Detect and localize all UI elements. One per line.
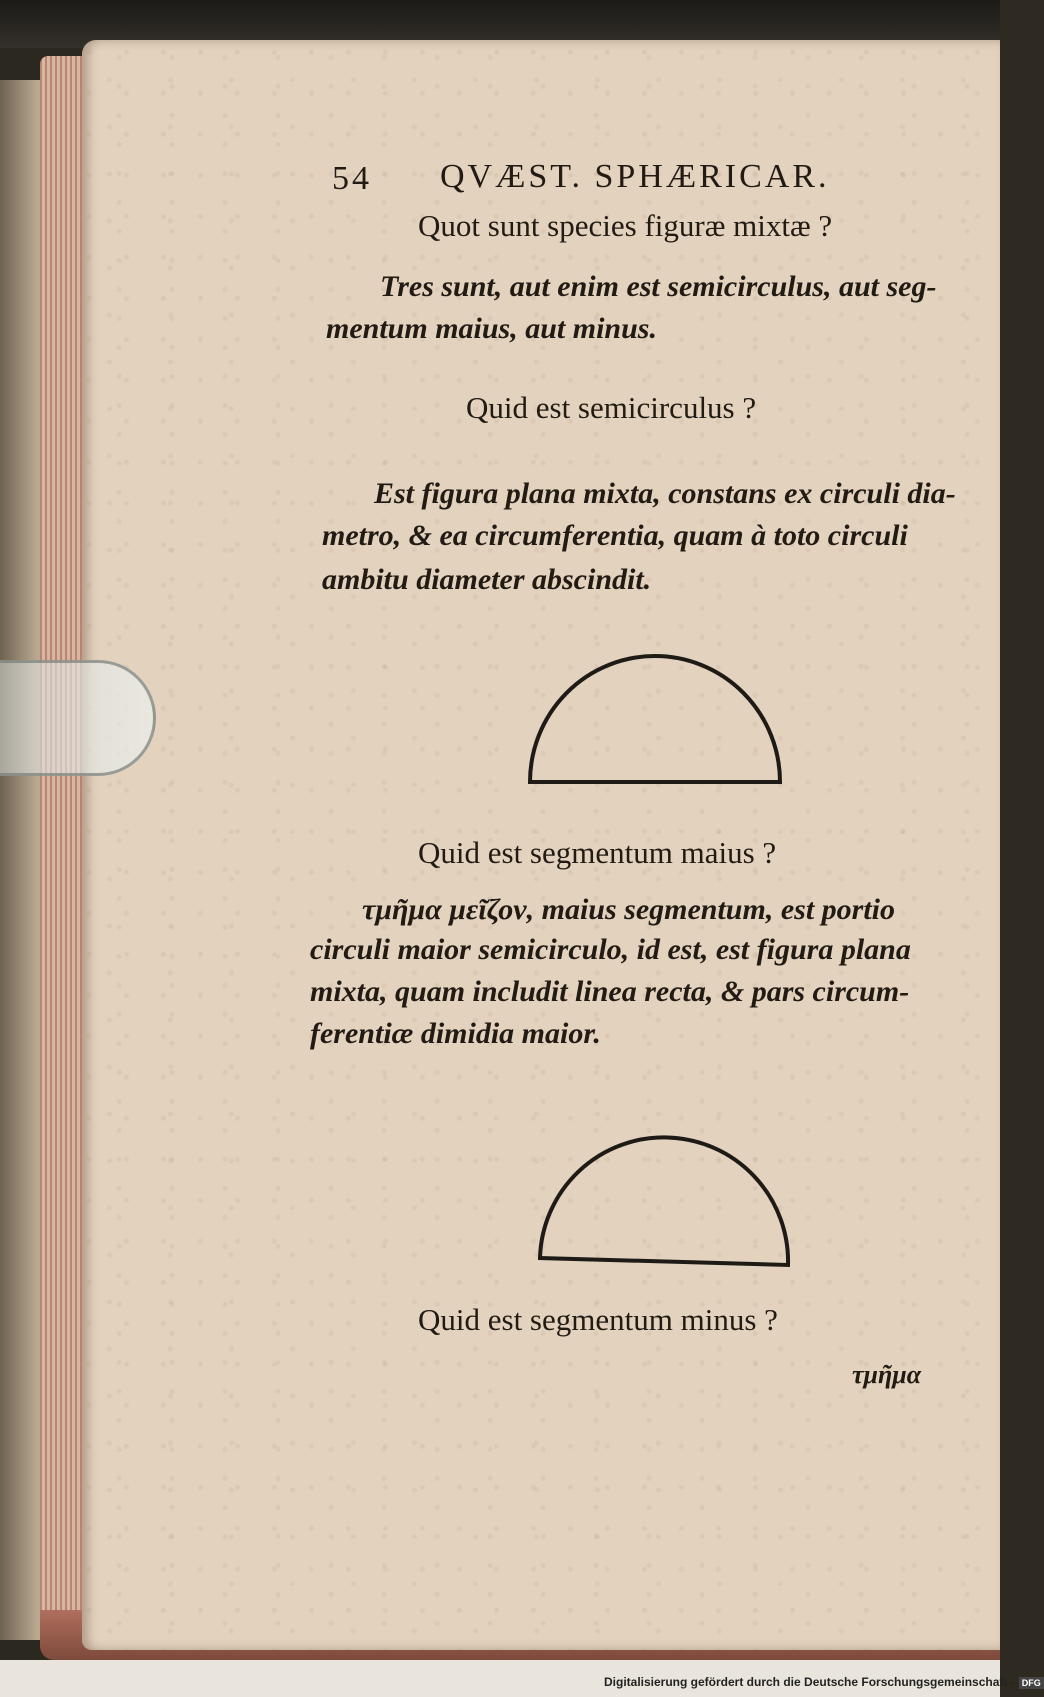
footer-credit-text: Digitalisierung gefördert durch die Deutsche Forschungsgemeinschaft -	[604, 1675, 1015, 1689]
answer-line: τμῆμα μεῖζον, maius segmentum, est portio	[362, 893, 895, 926]
question-major-segment: Quid est segmentum maius ?	[418, 835, 777, 870]
answer-line: ambitu diameter abscindit.	[322, 563, 652, 596]
major-segment-figure	[535, 1088, 795, 1273]
page-clip	[0, 660, 156, 776]
answer-line: ferentiæ dimidia maior.	[310, 1017, 601, 1050]
answer-line: metro, & ea circumferentia, quam à toto circuli	[322, 519, 908, 552]
answer-line: circuli maior semicirculo, id est, est figura plana	[310, 933, 911, 966]
question-species: Quot sunt species figuræ mixtæ ?	[418, 208, 833, 243]
semicircle-figure	[525, 650, 785, 790]
running-title: QVÆST. SPHÆRICAR.	[440, 158, 830, 195]
dfg-badge: DFG	[1019, 1677, 1044, 1689]
page-number: 54	[332, 160, 372, 197]
footer-credit	[604, 1675, 1044, 1689]
answer-line: Tres sunt, aut enim est semicirculus, aut seg-	[380, 270, 937, 303]
answer-line: mentum maius, aut minus.	[326, 312, 657, 345]
answer-line: Est figura plana mixta, constans ex circuli dia-	[374, 477, 956, 510]
answer-line: mixta, quam includit linea recta, & pars circum-	[310, 975, 910, 1008]
question-minor-segment: Quid est segmentum minus ?	[418, 1302, 778, 1337]
question-semicircle: Quid est semicirculus ?	[466, 390, 757, 425]
catchword: τμῆμα	[852, 1360, 922, 1389]
